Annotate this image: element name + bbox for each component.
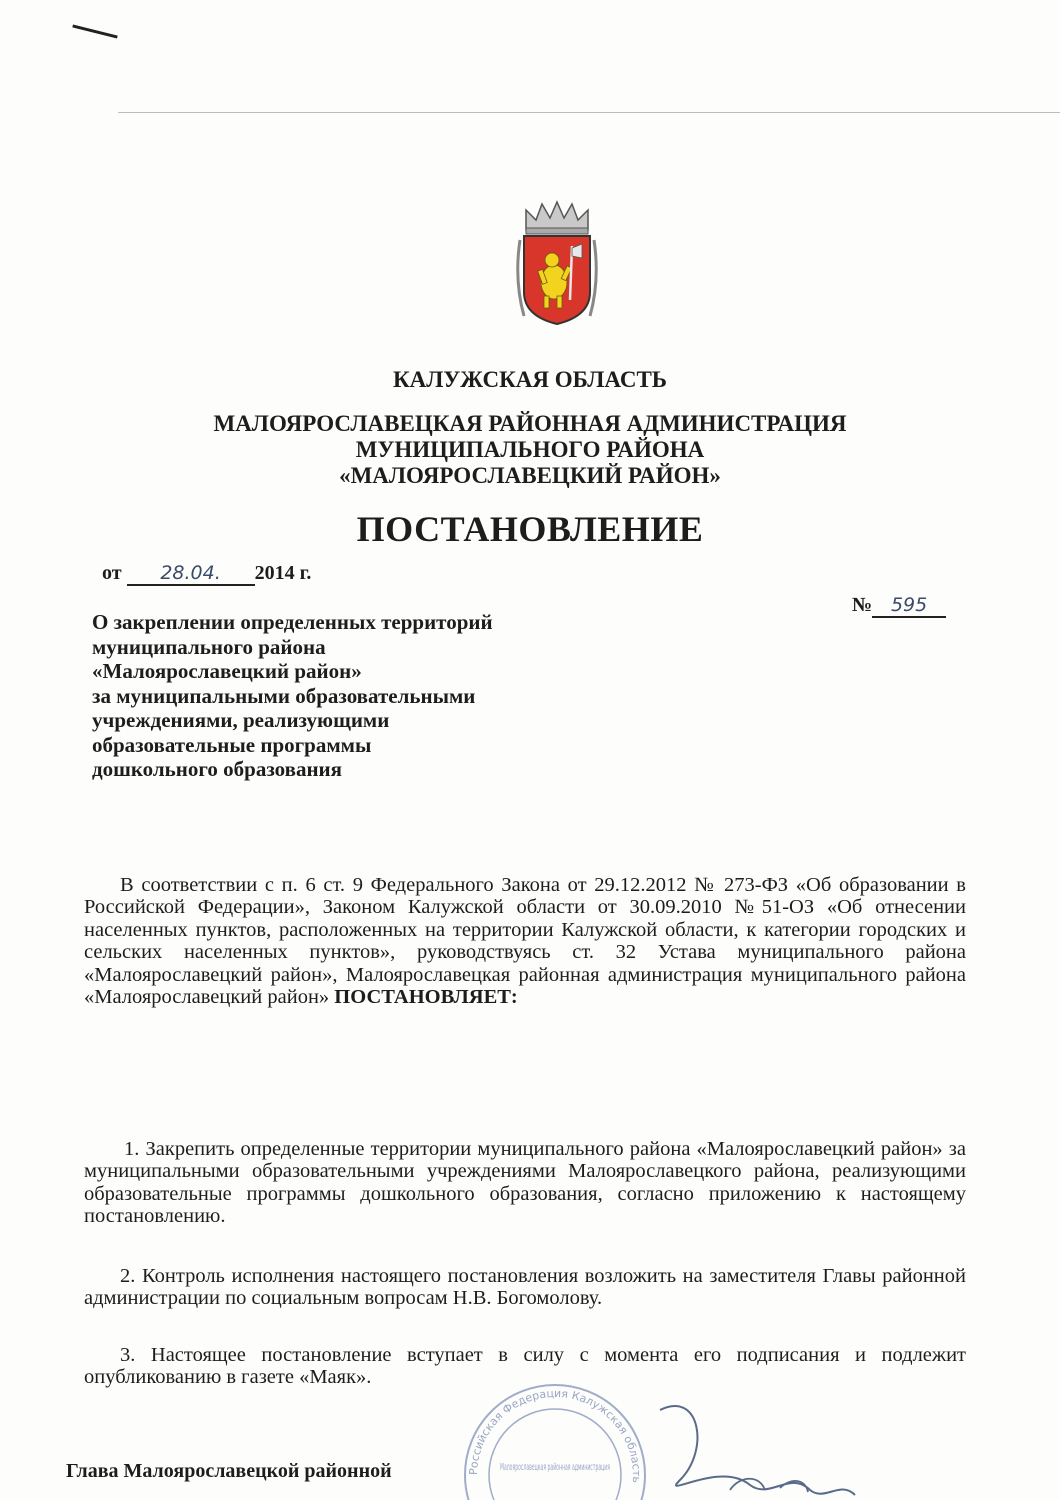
subject-line: образовательные программы [92,732,372,757]
subject-line: дошкольного образования [92,757,343,781]
decree-item-3: 3. Настоящее постановление вступает в силу с момента его подписания и подлежит опубликованию в газете «Маяк». [84,1344,966,1389]
subject-line: учреждениями, реализующими [92,708,390,732]
decree-item-2: 2. Контроль исполнения настоящего постановления возложить на заместителя Главы районной администрации по социальным вопросам Н.В. Богомолову. [84,1265,966,1310]
subject-line: О закреплении определенных территорий [92,610,493,634]
date-suffix: 2014 г. [254,562,312,584]
document-number [852,594,946,618]
administration-heading-line2: МУНИЦИПАЛЬНОГО РАЙОНА [355,437,705,462]
date-prefix: от [102,562,122,584]
official-seal-icon [460,1380,650,1500]
subject-line: «Малоярославецкий район» [92,659,362,683]
decree-item-1: 1. Закрепить определенные территории муниципального района «Малоярославецкий район» за муниципальными образовательными учреждениями Малоярославецкого района, реализующими образовательные программы дошкольного образования, согласно приложению к настоящему постановлению. [84,1138,966,1228]
administration-heading-line1: МАЛОЯРОСЛАВЕЦКАЯ РАЙОННАЯ АДМИНИСТРАЦИЯ [213,411,847,436]
number-prefix: № [852,594,873,616]
scan-mark [72,24,117,38]
document-title: ПОСТАНОВЛЕНИЕ [356,509,704,549]
subject-line: муниципального района [92,634,326,659]
decree-keyword: ПОСТАНОВЛЯЕТ: [334,986,518,1009]
preamble-paragraph [84,874,966,1008]
preamble-text: В соответствии с п. 6 ст. 9 Федерального Закона от 29.12.2012 № 273-ФЗ «Об образовании в Российской Федерации», Законом Калужской области от 30.09.2010 №51-ОЗ «Об отнесении населенных пунктов, расположенных на территории Калужской области, к категории городских и сельских населенных пунктов», руководствуясь ст. 32 Устава муниципального района «Малоярославецкий район», Малоярославецкая районная администрация муниципального района «Малоярославецкий район» [84,874,966,1009]
number-handwritten: 595 [872,594,946,618]
coat-of-arms-icon [512,200,602,328]
signature-label: Глава Малоярославецкой районной [66,1460,392,1482]
region-heading: КАЛУЖСКАЯ ОБЛАСТЬ [392,367,667,392]
subject-line: за муниципальными образовательными [92,683,476,708]
seal-outer-text: Российская Федерация Калужская область [466,1386,644,1484]
signature-icon [640,1390,860,1500]
administration-heading-line3: «МАЛОЯРОСЛАВЕЦКИЙ РАЙОН» [339,463,721,488]
document-subject [92,610,612,782]
fold-line [118,112,1060,113]
document-date [102,562,311,586]
date-handwritten: 28.04. [127,562,255,586]
seal-inner-text: Малоярославецкая районная администрация [500,1462,610,1473]
